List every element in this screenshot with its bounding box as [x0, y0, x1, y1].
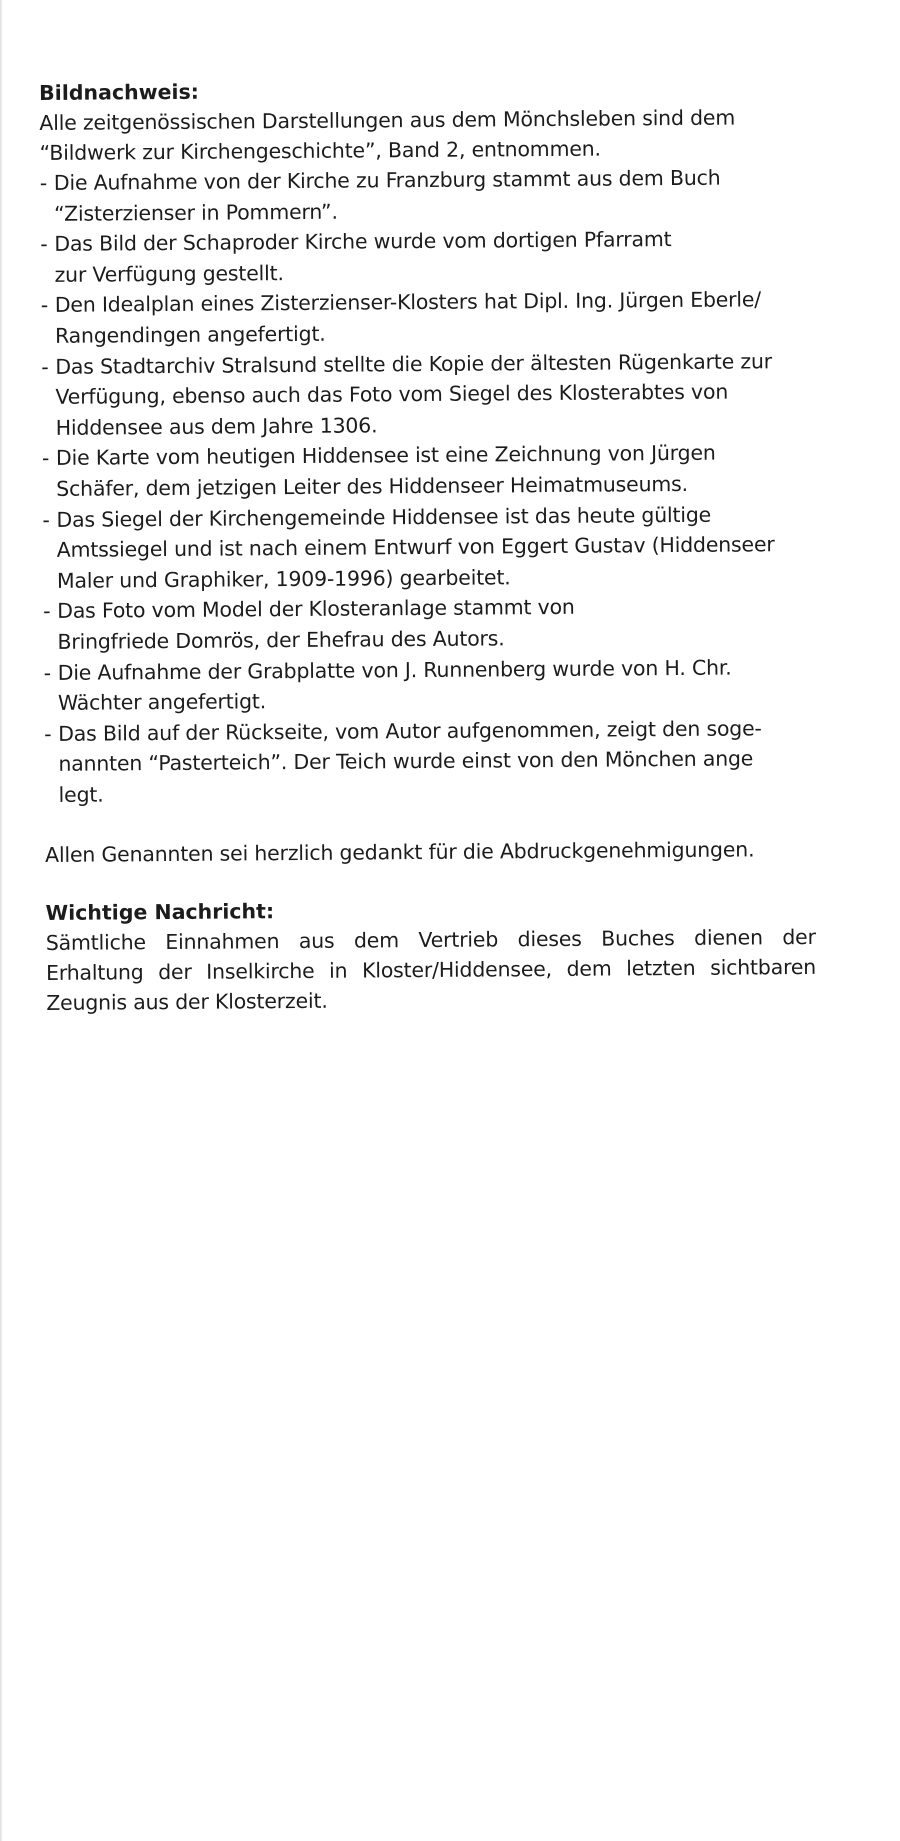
credit-item	[41, 284, 811, 351]
credits-intro-line: Alle zeitgenössischen Darstellungen aus dem Mönchsleben sind dem	[39, 105, 736, 135]
credit-item	[40, 162, 810, 229]
credit-line: Schäfer, dem jetzigen Leiter des Hiddenseer Heimatmuseums.	[56, 471, 688, 501]
credit-item	[42, 437, 812, 504]
credit-line: Das Bild auf der Rückseite, vom Autor aufgenommen, zeigt den soge-	[58, 716, 762, 746]
credit-line: Hiddensee aus dem Jahre 1306.	[55, 413, 378, 440]
thanks-text: Allen Genannten sei herzlich gedankt für die Abdruckgenehmigungen.	[45, 837, 755, 868]
thanks-line	[45, 834, 815, 870]
notice-line: Erhaltung der Inselkirche in Kloster/Hiddensee, dem letzten sichtbaren	[45, 955, 817, 986]
credit-line: Die Aufnahme der Grabplatte von J. Runnenberg wurde von H. Chr.	[57, 655, 732, 685]
credit-item	[41, 346, 812, 444]
credit-line: Das Siegel der Kirchengemeinde Hiddensee ist das heute gültige	[56, 502, 712, 532]
credit-line: Maler und Graphiker, 1909-1996) gearbeitet.	[56, 565, 511, 593]
notice-heading: Wichtige Nachricht:	[45, 899, 275, 926]
text-body	[39, 72, 816, 1018]
credit-line: “Zisterzienser in Pommern”.	[53, 199, 338, 226]
credit-item	[43, 590, 813, 657]
credit-line: nannten “Pasterteich”. Der Teich wurde einst von den Mönchen ange	[58, 746, 754, 777]
credit-line: Verfügung, ebenso auch das Foto vom Siegel des Klosterabtes von	[55, 379, 729, 410]
credit-line: Rangendingen angefertigt.	[54, 321, 326, 348]
credit-line: Bringfriede Domrös, der Ehefrau des Autors.	[57, 626, 505, 654]
dash-marker: -	[40, 232, 48, 257]
notice-paragraph	[46, 922, 817, 1018]
credits-intro	[39, 102, 809, 168]
credit-item	[44, 713, 815, 811]
credit-line: Das Stadtarchiv Stralsund stellte die Kopie der ältesten Rügenkarte zur	[55, 348, 773, 379]
dash-marker: -	[43, 599, 51, 624]
credit-item	[42, 498, 813, 596]
credit-line: Wächter angefertigt.	[57, 689, 267, 715]
credit-line: legt.	[58, 782, 104, 807]
credit-item	[40, 223, 810, 290]
dash-marker: -	[41, 354, 49, 379]
credit-line: Die Aufnahme von der Kirche zu Franzburg stammt aus dem Buch	[53, 165, 721, 195]
credit-line: Das Bild der Schaproder Kirche wurde vom dortigen Pfarramt	[54, 227, 672, 257]
credits-list	[40, 162, 815, 810]
page-edge-shadow	[0, 0, 3, 1841]
credit-line: Den Idealplan eines Zisterzienser-Klosters hat Dipl. Ing. Jürgen Eberle/	[54, 287, 762, 318]
credit-line: Amtssiegel und ist nach einem Entwurf von Eggert Gustav (Hiddenseer	[56, 532, 775, 563]
notice-line: Zeugnis aus der Klosterzeit.	[46, 989, 328, 1016]
credits-heading: Bildnachweis:	[39, 79, 200, 105]
dash-marker: -	[40, 293, 49, 318]
dash-marker: -	[44, 721, 52, 746]
credit-line: Das Foto vom Model der Klosteranlage stammt von	[57, 595, 575, 624]
dash-marker: -	[41, 446, 50, 471]
dash-marker: -	[39, 170, 48, 195]
credits-intro-line: “Bildwerk zur Kirchengeschichte”, Band 2, entnommen.	[39, 136, 601, 165]
dash-marker: -	[42, 507, 50, 532]
credit-line: zur Verfügung gestellt.	[54, 260, 284, 287]
dash-marker: -	[43, 660, 51, 685]
credit-line: Die Karte vom heutigen Hiddensee ist eine Zeichnung von Jürgen	[55, 441, 716, 471]
credit-item	[44, 651, 814, 718]
notice-line: Sämtliche Einnahmen aus dem Vertrieb dieses Buches dienen der	[45, 925, 816, 956]
